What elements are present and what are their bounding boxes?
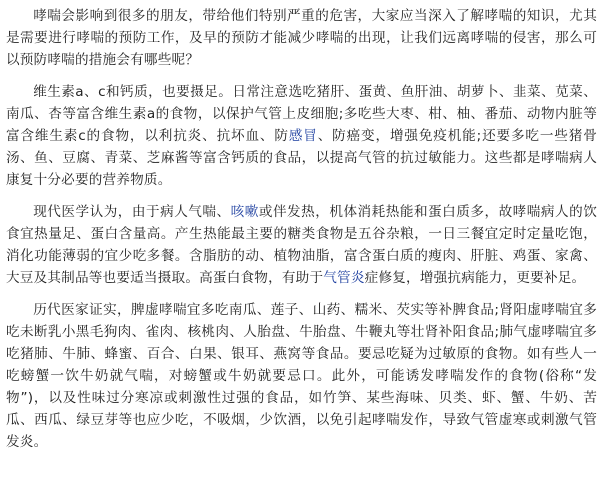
paragraph-text: 现代医学认为，由于病人气喘、 — [33, 204, 231, 220]
keyword-link[interactable]: 感冒 — [288, 128, 318, 144]
article-paragraph — [6, 201, 597, 289]
paragraph-text: 维生素a、c和钙质，也要摄足。日常注意选吃猪肝、蛋黄、鱼肝油、胡萝卜、韭菜、苋菜、南瓜、杏等富含维生素a的食物，以保护气管上皮细胞;多吃些大枣、柑、柚、番茄、动物内脏等富含维生素c的食物，以利抗炎、抗坏血、防 — [6, 84, 597, 144]
paragraph-text: 哮喘会影响到很多的朋友，带给他们特别严重的危害，大家应当深入了解哮喘的知识，尤其是需要进行哮喘的预防工作，及早的预防才能减少哮喘的出现，让我们远离哮喘的侵害，那么可以预防哮喘的措施会有哪些呢？ — [6, 8, 597, 68]
keyword-link[interactable]: 咳嗽 — [230, 204, 259, 220]
article-paragraph — [6, 81, 597, 191]
paragraph-text: 、防癌变，增强免疫机能;还要多吃一些猪骨汤、鱼、豆腐、青菜、芝麻酱等富含钙质的食品，以提高气管的抗过敏能力。这些都是哮喘病人康复十分必要的营养物质。 — [6, 128, 597, 188]
keyword-link[interactable]: 气管炎 — [323, 270, 365, 286]
article-paragraph — [6, 5, 597, 71]
paragraph-text: 历代医家证实，脾虚哮喘宜多吃南瓜、莲子、山药、糯米、芡实等补脾食品;肾阳虚哮喘宜多吃未断乳小黑毛狗肉、雀肉、核桃肉、人胎盘、牛胎盘、牛鞭丸等壮肾补阳食品;肺气虚哮喘宜多吃猪肺、牛肺、蜂蜜、百合、白果、银耳、燕窝等食品。要忌吃疑为过敏原的食物。如有些人一吃螃蟹一饮牛奶就气喘，对螃蟹或牛奶就要忌口。此外，可能诱发哮喘发作的食物(俗称“发物”)，以及性味过分寒凉或刺激性过强的食品，如竹笋、某些海味、贝类、虾、蟹、牛奶、苦瓜、西瓜、绿豆芽等也应少吃，不吸烟，少饮酒，以免引起哮喘发作，导致气管虚寒或刺激气管发炎。 — [6, 302, 597, 450]
paragraph-text: 或伴发热，机体消耗热能和蛋白质多，故哮喘病人的饮食宜热量足、蛋白含量高。产生热能最主要的糖类食物是五谷杂粮，一日三餐宜定时定量吃饱，消化功能薄弱的宜少吃多餐。含脂肪的动、植物油脂，富含蛋白质的瘦肉、肝脏、鸡蛋、家禽、大豆及其制品等也要适当摄取。高蛋白食物，有助于 — [6, 204, 597, 286]
paragraph-text: 症修复，增强抗病能力，更要补足。 — [364, 270, 586, 286]
article-paragraph — [6, 299, 597, 453]
